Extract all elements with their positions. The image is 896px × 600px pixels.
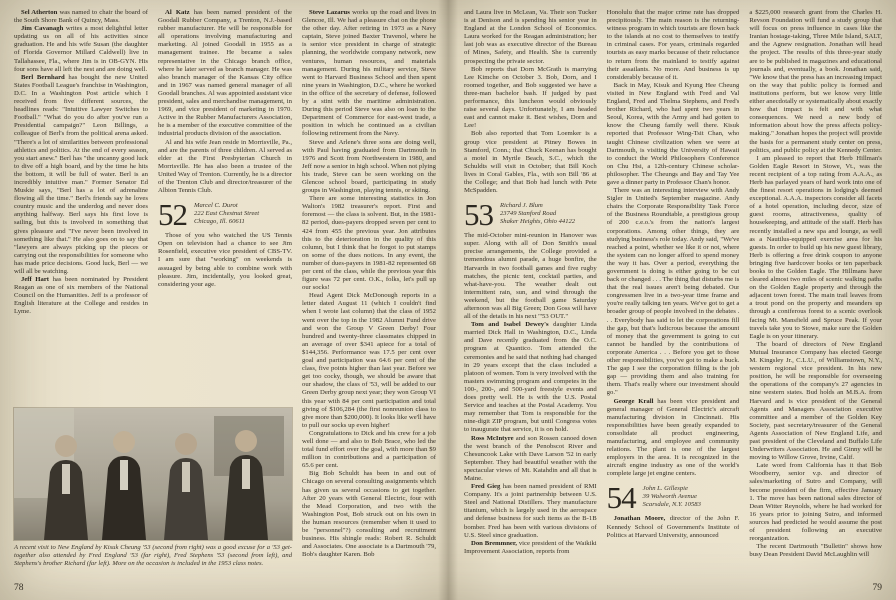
paragraph: Back in May, Kisuk and Kyung Hee Cheung visited in New England with Fred and Val England, Fred and Thelma Stephens, and Fred's brother Richard, who had spent two years in Seoul, Korea, with the Army and had gotten to know the Cheung family well there. Kisuk reported that Professor Wing-Tsit Chan, who taught Chinese civilization when we were at Dartmouth, is visiting the University of Hawaii to conduct the World Philosophers Conference on Chu Hsi, a 12th-century Chinese scholar-philosopher. The Cheungs and Bay and Tay Yee gave a dinner party in Professor Chan's honor.	[606, 81, 740, 186]
secretary-name: John L. Gillespie	[642, 485, 688, 493]
page-number-left: 78	[14, 583, 24, 593]
paragraph: Bob reports that Dorn McGrath is marrying Lee Kimche on October 3. Bob, Dorn, and I roomed together, and Bob suggested we have a three-man bachelor bash. If judged by past performance, this luncheon would obviously raise several days. Unfortunately, I am headed east and cannot make it. Best wishes, Dorn and Lee!	[464, 65, 597, 130]
secretary-address: 39 Walworth Avenue	[642, 493, 697, 501]
paragraph: and Laura live in McLean, Va. Their son Tucker is at Denison and is spending his senior year in England at the London School of Economics. Laura worked for the Reagan administration; her last job was as executive director of the Bureau of Mines, Safety, and Health. She is currently prospecting the private sector.	[464, 9, 597, 65]
column-4-bottom-paragraphs	[464, 232, 597, 556]
paragraph: The recent Dartmouth "Bulletin" shows how busy Dean President David McLaughlin will	[749, 543, 883, 559]
left-columns-top	[14, 9, 292, 403]
paragraph: Sel Atherton was named to chair the board of the South Shore Bank of Quincy, Mass.	[14, 9, 148, 25]
paragraph: Don Bremmner, vice president of the Waikiki Improvement Association, reports from	[464, 539, 597, 555]
paragraph: Those of you who watched the US Tennis Open on television had a chance to see Jim Rosenfield, executive vice president of CBS-TV. I am sure that "working" on weekends is assuaged by being able to combine work with pleasure. Jim, incidentally, you looked great, considering your age.	[158, 232, 292, 288]
paragraph: George Krall has been vice president and general manager of General Electric's aircraft manufacturing division in Cincinnati. His responsibilities have been greatly expanded to consolidate all product engineering, manufacturing, and employee and community relations. The plant is one of the largest employers in the area. It is recognized in the aircraft engine industry as one of the world's complete large jet engine centers.	[606, 397, 740, 478]
column-5-bottom-paragraphs	[607, 515, 740, 539]
paragraph: Honolulu that the major crime rate has dropped precipitously. The main reason is the returning-witness program in which tourists are flown back to the islands at no cost to themselves to testify in criminal cases. For years, criminals regarded tourists as easy marks because of their reluctance to return from the mainland to testify against their assailants. No more. And business is up considerably because of it.	[606, 9, 740, 81]
paragraph: Steve Lazarus works up the road and lives in Glencoe, Ill. We had a pleasure chat on the phone the other day. After retiring in 1973 as a Navy captain, Steve joined Baxter Travenol, where he is senior vice president in charge of strategic planning, the worldwide company network, new ventures, human resources, and materials management. During his military service, Steve went to Harvard Business School and then spent nine years in Washington, D.C., where he worked in the office of the secretary of defense, followed by a stint with the maritime administration. During this period Steve was also on loan to the Department of Commerce for east-west trade, a position in which he continued as a civilian following retirement from the Navy.	[302, 9, 436, 138]
paragraph: Ross McIntyre and son Rossen canoed down the west branch of the Penobscot River and Chesuncook Lake with Dave Larson '52 in early September. They had beautiful weather with the spectacular views of Mt. Katahdin and all that is Maine.	[464, 434, 597, 482]
paragraph: Jim Cavanagh writes a most delightful letter updating us on all of his activities since graduation. He and his wife Susan (the daughter of Florida Governor Millard Caldwell) live in Tallahassee, Fla., where Jim is in OB-GYN. His four sons have all left the nest and are doing well.	[14, 25, 148, 73]
secretary-name: Richard J. Blum	[500, 202, 543, 210]
paragraph: Al Katz has been named president of the Goodall Rubber Company, a Trenton, N.J.-based rubber manufacturer. He will be responsible for all operations involving manufacturing and marketing. Al joined Goodall in 1955 as a management trainee. He became a sales representative in the Chicago branch office, where he later served as branch manager. He was also branch manager of the Kansas City office and in 1967 was named general manager of all Goodall branches. Al was appointed assistant vice president, sales and merchandise management, in 1969, and vice president of marketing in 1970. Active in the Rubber Manufacturers Association, he is a member of the executive committee of the industrial products division of the association.	[158, 9, 292, 138]
paragraph: a $225,000 research grant from the Charles H. Revson Foundation will fund a study group that will focus on press influence in cases like the Iranian hostage-taking, Three Mile Island, SALT, and the Agnew resignation. Jonathan will head the project. The results of this three-year study are to be published in magazines and educational journals and, eventually, a book. Jonathan said, "We know that the press has an increasing impact on the way that public policy is formed and institutions perform, but we know very little either anecdotally or systematically about exactly how that impact is felt and with what consequences. We need a new body of information about how the press affects policy-making." Jonathan hopes the project will provide the basis for a permanent study center on press, politics, and public policy at the Kennedy Center.	[749, 9, 883, 154]
class-year-numeral-54: 54	[606, 480, 636, 516]
class-53-secretary-block	[500, 201, 575, 226]
class-52-secretary-block	[194, 201, 259, 226]
column-6	[749, 9, 882, 587]
paragraph: Al and his wife Jean reside in Morrisville, Pa., and are the parents of three children. Al served as elder at the First Presbyterian Church in Morrisville. He has also been a trustee of the United Way of Trenton. Currently, he is a director of the Trenton Club and director/treasurer of the Albion Tennis Club.	[158, 138, 292, 195]
paragraph: There was an interesting interview with Andy Sigler in United's September magazine. Andy chairs the Corporate Responsibility Task Force of the Business Roundtable, a prestigious group of 200 c.e.o.'s from the nation's largest corporations. Among other things, they are studying business's role today. Andy said, "We've reached a point, whether we like it or not, where the system can no longer afford to spend money the way it has. Over a period, everything the government is doing is either going to be cut back or changed . . . The thing that disturbs me is that the real issues aren't being debated. Our congressmen live in a two-year time frame and you're really talking ten years. We've got to get a broader group of people involved in the debates . . . Everybody has said to let the corporations fill the gap, but that's ludicrous because the amount of money that the government is going to cut cannot be handled by the contributions of corporate America . . . Before you get to those other responsibilities, you've got to make a buck. The gap I see the corporation filling is the job gap — providing them and also training for them. That's really where our investment should go."	[606, 187, 740, 397]
class-54-secretary-block	[643, 484, 701, 509]
secretary-name: Marcel C. Durot	[194, 202, 238, 210]
column-3	[302, 9, 436, 587]
group-photo-image	[14, 408, 292, 540]
secretary-city: Shaker Heights, Ohio 44122	[500, 217, 576, 225]
column-2-bottom-paragraphs	[158, 232, 292, 289]
paragraph: Big Bob Schuldt has been in and out of Chicago on several consulting assignments which has given us several occasions to get together. After 20 years with General Electric, four with the Mead Corporation, and two with the Washington Post, Bob struck out on his own in the human resources (remember when it used to be "personnel"?) consulting and recruitment business. His shingle reads: Robert R. Schuldt and Associates. One associate is a Dartmouth '79, Bob's daughter Karen. Bob	[302, 470, 436, 559]
paragraph: The mid-October mini-reunion in Hanover was super. Along with all of Don Smith's usual precise arrangements, the College provided a tremendous alumni parade, a huge bonfire, the Harvards in two football games and five rugby matches, the picnic tent, cocktail parties, and what-have-you. The weather dealt out intermittent rain, sun, and wind through the weekend, but the football game Saturday afternoon was all Big Green; Don Goss will have all of the details in his next "'53 OUT."	[464, 232, 597, 321]
left-two-column-block	[14, 9, 292, 587]
left-page-columns	[14, 9, 436, 587]
paragraph: The board of directors of New England Mutual Insurance Company has elected George M. Kingsley Jr., C.L.U., of Williamstown, N.Y., western regional vice president. In his new position, he will be responsible for overseeing the operations of the company's 27 agencies in nine western states. Bud holds an M.B.A. from Harvard and is vice president of the General Agents and Managers Association executive committee and a member of the Golden Key Society, past secretary/treasurer of the General Agents Association of New England Life, and past president of the Cleveland and Buffalo Life Underwriters Association. He and Ginny will be moving to Willow Grove, Irvine, Calif.	[749, 340, 883, 462]
paragraph: Jeff Hart has been nominated by President Reagan as one of six members of the National Council on the Humanities. Jeff is a professor of English literature at the College and resides in Lyme.	[14, 276, 148, 316]
column-4-top-paragraphs	[464, 9, 597, 195]
paragraph: Jonathan Moore, director of the John F. Kennedy School of Government's Institute of Politics at Harvard University, announced	[606, 515, 740, 539]
column-5	[607, 9, 740, 587]
class-year-numeral-53: 53	[464, 197, 493, 233]
column-2	[158, 9, 292, 403]
class-52-section-heading	[158, 197, 292, 233]
right-page-columns	[464, 9, 882, 589]
secretary-city: Chicago, Ill. 60611	[194, 217, 245, 225]
page-number-right: 79	[872, 583, 882, 593]
class-53-section-heading	[464, 197, 597, 233]
class-53-group-photo	[14, 408, 292, 540]
paragraph: Steve and Arlene's three sons are doing well, with Paul having graduated from Dartmouth in 1976 and Scott from Northwestern in 1980, and Jeff now a senior in high school. When not plying his trade, Steve can be seen working on the Glencoe school board, participating in study groups in Washington, playing tennis, or skiing.	[302, 138, 436, 195]
paragraph: Head Agent Dick McDonough reports in a letter dated August 11 (which I couldn't find when I wrote last column) that the class of 1952 went over the top in the 1982 Alumni Fund drive and won the Group V Green Derby! Four hundred and twenty-three classmates chipped in an average of over $341 apiece for a total of $144,356. Performance was 17.5 per cent over goal and participation was 64.6 per cent of the class, five points higher than last year. Before we get too cocky, though, we should be aware that our shadow, the class of '53, will be added to our Green Derby group next year; they won Group VI this year with 84 per cent participation and total giving of $106,284 (the first nonreunion class to give more than $200,000). It looks like we'll have to pull our socks up even higher!	[302, 292, 436, 429]
secretary-city: Scarsdale, N.Y. 10583	[642, 501, 701, 509]
paragraph: Late word from California has it that Bob Woodberry, senior v.p. and director of sales/marketing of Sutro and Company, will become president of the firm, effective January 1. The move has been national sales director of Dean Witter Reynolds, where he had worked for 16 years prior to joining Sutro, and informed sources had predicted he would assume the post of president following an executive reorganization.	[749, 462, 883, 543]
paragraph: Congratulations to Dick and his crew for a job well done — and also to Bob Brace, who led the total fund effort over the goal, with more than $9 million in contributions and a participation of 65.6 per cent.	[302, 429, 436, 470]
column-4	[464, 9, 597, 587]
paragraph: There are some interesting statistics in Jon Walton's 1982 treasurer's report. First and foremost — the class is solvent. But, in the 1981-82 period, dues-payers dropped seven per cent to 424 from 455 the previous year. Jon attributes this to the deterioration in the quality of this column, but I think that he forgot to put stamps on some of the dues notices. In any event, the number of dues-payers in 1981-82 represented 68 per cent of the class, while the previous year this figure was 72 per cent. O.K., folks, let's pull up our socks!	[302, 195, 436, 292]
column-5-top-paragraphs	[607, 9, 740, 478]
class-54-section-heading	[606, 480, 740, 516]
column-1	[14, 9, 148, 403]
class-year-numeral-52: 52	[158, 197, 187, 233]
page-right	[448, 0, 896, 600]
paragraph: Fred Gieg has been named president of RMI Company. It's a joint partnership between U.S. Steel and National Distillers. They manufacture titanium, which is largely used in the aerospace and defense business for such items as the B-1B bomber. Fred has been with various divisions of U.S. Steel since graduation.	[464, 483, 597, 539]
photo-caption: A recent visit to New England by Kisuk Cheung '53 (second from right) was a good excuse for a '53 get-together also attended by Fred England '53 (far right), Fred Stephens '53 (second from left), and Stephens's brother Richard (far left). More on the occasion is included in the 1953 class notes.	[14, 544, 292, 567]
secretary-address: 222 East Chestnut Street	[194, 210, 260, 218]
paragraph: Berl Bernhard has bought the new United States Football League's franchise in Washington, D.C. In a Washington Post article which I received from five different sources, the headlines reads: "Intuitive Lawyer Switches to Football." "What do you do after you've run a Presidential campaign?" Leon Billings, a colleague of Berl's from the political arena asked. "There's a lot of similarities between professional athletics and politics. At the end of every season, you start anew." Berl has "the uncanny good luck to dive off a high board, and by the time he hits the bottom, it will be full of water. Berl is an incredibly intuitive man." Former Senator Ed Muskie says, "Berl has a lot of adrenaline flowing all the time." Berl's friends say he loves country music and the underdog and never does anything halfway. Berl says his first love is sailing, but this is involved in something that gives pleasure and "I've never been involved in something like that." He also goes on to say that "lawyers are always picking up the pieces or carrying out the responsibilities for someone who has made price decisions. Good luck, Berl — we will all be watching.	[14, 73, 148, 275]
paragraph: I am pleased to report that Herb Hillman's Golden Eagle Resort in Stowe, Vt., was the recent recipient of a top rating from A.A.A., as Herb has parlayed years of hard work into one of the finest resort operations in lodging's deemed exceptional. A.A.A. inspectors consider all facets of a hotel operation, including decor, size of guest rooms, attractiveness, quality of housekeeping, and attitude of the staff. Herb has recently installed a new spa and lounge, as well as a Nautilus-equipped exercise area for his guests. In order to build up his new guest library, Herb is offering a free drink coupon to anyone bringing five hardcover books or ten paperback books to the Golden Eagle. The Hillmans have cleared almost two miles of scenic walking paths on the Golden Eagle property and through the adjacent town forest. The main trail leaves from a trout pond on the property and meanders up through a coniferous forest to a scenic overlook facing Mt. Mansfield and Spruce Peak. If your travels take you to Stowe, make sure the Golden Eagle is on your itinerary.	[749, 154, 883, 340]
secretary-address: 23749 Stanford Road	[500, 210, 557, 218]
paragraph: Tom and Isabel Dewey's daughter Linda married Dick Hall in Washington, D.C., Linda and Dave recently graduated from the O.C. program at Quantico. Tom attended the ceremonies and he said that nothing had changed in 29 years except that the class included a platoon of women. Tom is very involved with the masters swimming program and competes in the 100-, 200-, and 500-yard freestyle events and does pretty well. He is with the U.S. Postal Service and teaches at the Postal Academy. You may remember that Tom is responsible for the nine-digit ZIP program, but until Congress votes to inaugurate that service, it is on hold.	[464, 321, 597, 434]
column-2-top-paragraphs	[158, 9, 292, 195]
paragraph: Bob also reported that Tom Loemker is a group vice president at Pitney Bowes in Stamford, Conn.; that Chuck Keenan has bought a motel in Myrtle Beach, S.C., which the Schuldts will visit in October; that Bill Koch lives in Coral Gables, Fla., with son Bill '86 at the College; and that Bob had lunch with Pete McSpadden.	[464, 130, 597, 195]
